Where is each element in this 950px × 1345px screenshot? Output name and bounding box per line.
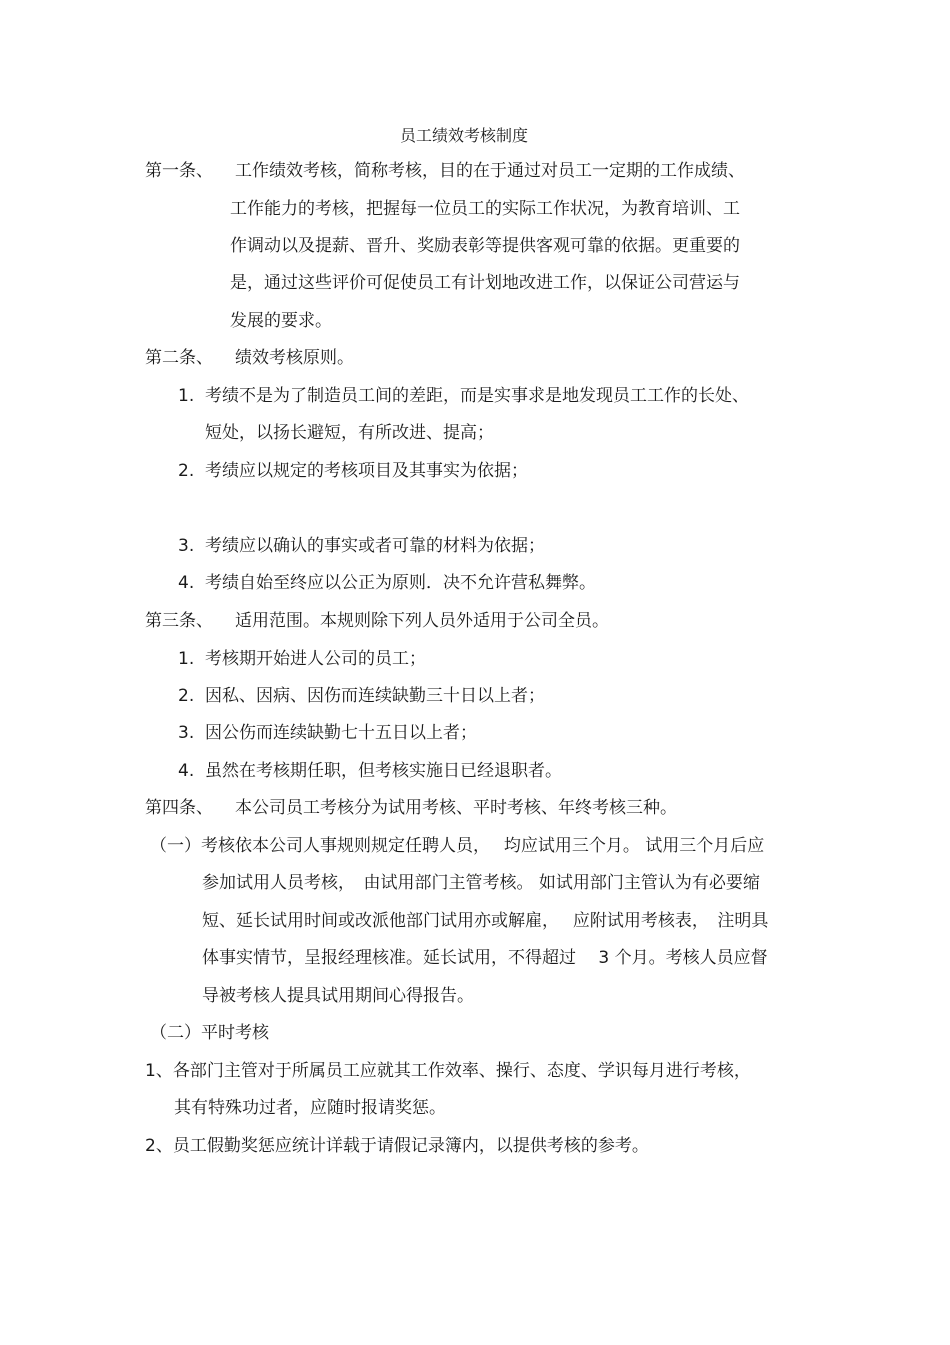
article-4-section-1-line: 短、延长试用时间或改派他部门试用亦或解雇， 应附试用考核表， 注明具 xyxy=(202,911,769,931)
article-3-heading: 适用范围。本规则除下列人员外适用于公司全员。 xyxy=(235,611,609,631)
article-3-item-number: 3. xyxy=(178,723,195,743)
article-4-section-2-item-line: 其有特殊功过者，应随时报请奖惩。 xyxy=(174,1098,446,1118)
article-3-item-number: 2. xyxy=(178,686,195,706)
article-2-item-text: 考绩应以规定的考核项目及其事实为依据； xyxy=(205,461,528,481)
article-3-item-text: 因私、因病、因伤而连续缺勤三十日以上者； xyxy=(205,686,545,706)
article-2-item-text: 考绩应以确认的事实或者可靠的材料为依据； xyxy=(205,536,545,556)
article-4-section-2-heading: （二）平时考核 xyxy=(150,1023,269,1043)
article-2-item-number: 4. xyxy=(178,573,195,593)
article-2-item-text: 短处，以扬长避短，有所改进、提高； xyxy=(205,423,494,443)
article-1-line: 工作绩效考核，简称考核，目的在于通过对员工一定期的工作成绩、 xyxy=(235,161,745,181)
article-3-item-text: 考核期开始进人公司的员工； xyxy=(205,649,426,669)
article-4-heading: 本公司员工考核分为试用考核、平时考核、年终考核三种。 xyxy=(235,798,677,818)
article-1-label: 第一条、 xyxy=(145,161,213,181)
article-1-line: 是，通过这些评价可促使员工有计划地改进工作，以保证公司营运与 xyxy=(230,273,740,293)
article-3-item-text: 虽然在考核期任职，但考核实施日已经退职者。 xyxy=(205,761,562,781)
article-4-section-1-line: 导被考核人提具试用期间心得报告。 xyxy=(202,986,474,1006)
article-2-item-number: 1. xyxy=(178,386,195,406)
article-4-section-1-line: （一）考核依本公司人事规则规定任聘人员， 均应试用三个月。 试用三个月后应 xyxy=(150,836,765,856)
article-2-label: 第二条、 xyxy=(145,348,213,368)
article-4-section-1-line: 参加试用人员考核， 由试用部门主管考核。 如试用部门主管认为有必要缩 xyxy=(202,873,760,893)
article-3-item-number: 4. xyxy=(178,761,195,781)
article-4-section-2-item-line: 2、员工假勤奖惩应统计详载于请假记录簿内，以提供考核的参考。 xyxy=(145,1136,649,1156)
article-1-line: 作调动以及提薪、晋升、奖励表彰等提供客观可靠的依据。更重要的 xyxy=(230,236,740,256)
article-2-item-text: 考绩不是为了制造员工间的差距，而是实事求是地发现员工工作的长处、 xyxy=(205,386,749,406)
article-1-line: 工作能力的考核，把握每一位员工的实际工作状况，为教育培训、工 xyxy=(230,199,740,219)
article-3-item-text: 因公伤而连续缺勤七十五日以上者； xyxy=(205,723,477,743)
article-4-section-2-item-line: 1、各部门主管对于所属员工应就其工作效率、操行、态度、学识每月进行考核， xyxy=(145,1061,751,1081)
article-4-section-1-line: 体事实情节，呈报经理核准。延长试用，不得超过 3 个月。考核人员应督 xyxy=(202,948,768,968)
article-4-label: 第四条、 xyxy=(145,798,213,818)
article-2-item-number: 3. xyxy=(178,536,195,556)
article-3-item-number: 1. xyxy=(178,649,195,669)
article-2-item-text: 考绩自始至终应以公正为原则．决不允许营私舞弊。 xyxy=(205,573,596,593)
article-2-heading: 绩效考核原则。 xyxy=(235,348,354,368)
article-3-label: 第三条、 xyxy=(145,611,213,631)
article-1-line: 发展的要求。 xyxy=(230,311,332,331)
document-title: 员工绩效考核制度 xyxy=(400,126,529,145)
article-2-item-number: 2. xyxy=(178,461,195,481)
